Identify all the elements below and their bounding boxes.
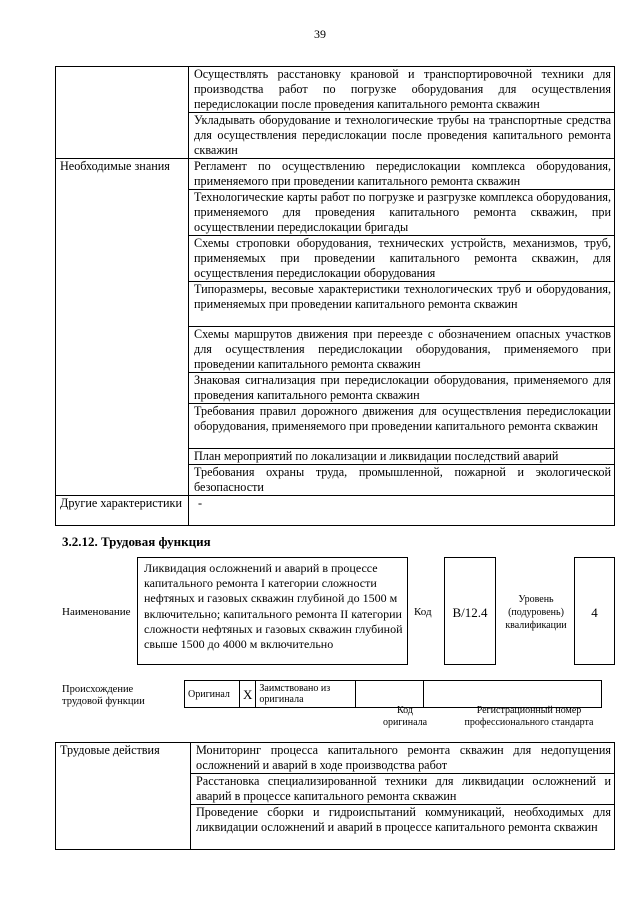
table-cell: Мониторинг процесса капитального ремонта скважин для недопущения осложнений и аварий в ходе производства работ xyxy=(191,743,615,774)
code-value-box: B/12.4 xyxy=(444,557,496,665)
level-label: Уровень (подуровень) квалификации xyxy=(505,594,567,631)
origin-table xyxy=(184,680,602,708)
table-cell: Проведение сборки и гидроиспытаний коммуникаций, необходимых для ликвидации осложнений и аварий в процессе капитального ремонта скважин xyxy=(191,805,615,850)
table-row xyxy=(185,681,602,708)
table-row xyxy=(56,159,615,190)
table-cell: Осуществлять расстановку крановой и транспортировочной техники для производства работ по погрузке оборудования для осуществления передислокации после проведения капитального ремонта скважин xyxy=(189,67,615,113)
origin-mark-cell: X xyxy=(240,681,256,708)
table-cell: Требования правил дорожного движения для осуществления передислокации оборудования, применяемого при проведении капитального ремонта скважин xyxy=(189,404,615,449)
reg-number-caption: Регистрационный номер профессионального стандарта xyxy=(464,705,594,728)
row-label xyxy=(56,67,189,159)
origin-label: Происхождение трудовой функции xyxy=(62,684,145,707)
row-label-other: Другие характеристики xyxy=(56,496,189,526)
origin-borrowed-cell: Заимствовано из оригинала xyxy=(256,681,356,708)
table-cell: Укладывать оборудование и технологические трубы на транспортные средства для осуществления передислокации после проведения капитального ремонта скважин xyxy=(189,113,615,159)
origin-reg-cell xyxy=(424,681,602,708)
table-row xyxy=(56,743,615,774)
table-row xyxy=(56,496,615,526)
name-label: Наименование xyxy=(62,606,131,618)
table-cell: Регламент по осуществлению передислокации комплекса оборудования, применяемого при проведении капитального ремонта скважин xyxy=(189,159,615,190)
table-cell: План мероприятий по локализации и ликвидации последствий аварий xyxy=(189,449,615,465)
table-row xyxy=(56,67,615,113)
table-cell: Расстановка специализированной техники для ликвидации осложнений и аварий в процессе капитального ремонта скважин xyxy=(191,774,615,805)
row-label-knowledge: Необходимые знания xyxy=(56,159,189,496)
table-cell: Технологические карты работ по погрузке и разгрузке комплекса оборудования, применяемого для проведения капитального ремонта скважин, при осуществлении передислокации бригады xyxy=(189,190,615,236)
code-label: Код xyxy=(414,606,432,618)
origin-original-cell: Оригинал xyxy=(185,681,240,708)
page-number: 39 xyxy=(314,27,326,41)
function-name-box: Ликвидация осложнений и аварий в процессе капитального ремонта I категории сложности нефтяных и газовых скважин глубиной до 1500 м включительно; капитального ремонта II категории сложности нефтяных и газовых скважин глубиной свыше 1500 до 4000 м включительно xyxy=(137,557,408,665)
origin-code-cell xyxy=(356,681,424,708)
level-value-box: 4 xyxy=(574,557,615,665)
section-title: 3.2.12. Трудовая функция xyxy=(62,534,211,549)
table-cell: Схемы маршрутов движения при переезде с обозначением опасных участков для осуществления передислокации оборудования, применяемого при проведении капитального ремонта скважин xyxy=(189,327,615,373)
table-cell: Знаковая сигнализация при передислокации оборудования, применяемого для проведения капитального ремонта скважин xyxy=(189,373,615,404)
table-cell: Схемы строповки оборудования, технических устройств, механизмов, труб, применяемых при проведении капитального ремонта скважин, для осуществления передислокации оборудования xyxy=(189,236,615,282)
table-cell: Типоразмеры, весовые характеристики технологических труб и оборудования, применяемых при проведении капитального ремонта скважин xyxy=(189,282,615,327)
code-original-caption: Код оригинала xyxy=(382,705,428,728)
table-cell: Требования охраны труда, промышленной, пожарной и экологической безопасности xyxy=(189,465,615,496)
row-label-actions: Трудовые действия xyxy=(56,743,191,850)
skills-knowledge-table xyxy=(55,66,615,526)
table-cell: - xyxy=(189,496,615,526)
labor-actions-table xyxy=(55,742,615,850)
